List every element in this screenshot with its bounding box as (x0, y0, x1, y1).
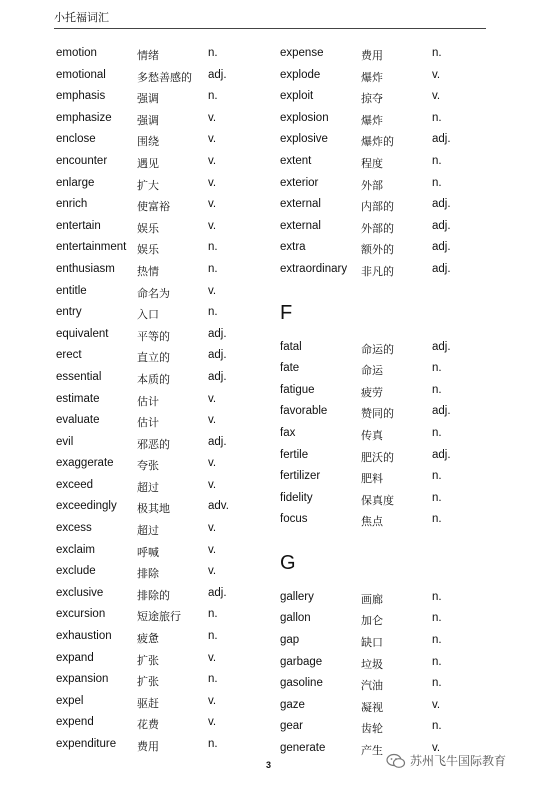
english-word: extraordinary (280, 262, 348, 275)
chinese-meaning: 肥沃的 (361, 450, 394, 464)
english-word: exclusive (56, 586, 104, 599)
chinese-meaning: 缺口 (361, 636, 383, 650)
chinese-meaning: 本质的 (137, 372, 170, 386)
page-number: 3 (266, 760, 272, 770)
vocab-entry (280, 510, 442, 532)
chinese-meaning: 产生 (361, 744, 383, 758)
part-of-speech: adj. (432, 133, 451, 146)
part-of-speech: adj. (432, 262, 451, 275)
part-of-speech: v. (208, 198, 217, 211)
part-of-speech: v. (432, 68, 441, 81)
part-of-speech: n. (432, 426, 442, 439)
english-word: erect (56, 349, 82, 362)
vocab-entry (280, 260, 451, 282)
part-of-speech: adj. (432, 219, 451, 232)
english-word: extra (280, 241, 306, 254)
english-word: explosive (280, 133, 328, 146)
chinese-meaning: 强调 (137, 113, 159, 127)
vocab-entry (280, 674, 442, 696)
english-word: gasoline (280, 677, 323, 690)
part-of-speech: adj. (432, 405, 451, 418)
chinese-meaning: 非凡的 (361, 264, 394, 278)
header-rule (54, 28, 486, 29)
part-of-speech: adj. (208, 327, 227, 340)
english-word: exhaustion (56, 630, 112, 643)
part-of-speech: n. (208, 47, 218, 59)
part-of-speech: adj. (208, 370, 227, 383)
part-of-speech: v. (208, 284, 217, 297)
part-of-speech: adj. (208, 435, 227, 448)
chinese-meaning: 内部的 (361, 200, 394, 214)
english-word: emphasize (56, 111, 112, 124)
chinese-meaning: 传真 (361, 428, 383, 442)
english-word: expense (280, 47, 324, 59)
chinese-meaning: 赞同的 (361, 407, 394, 421)
chinese-meaning: 焦点 (361, 515, 383, 529)
chinese-meaning: 扩大 (137, 178, 159, 192)
english-word: entitle (56, 284, 87, 297)
english-word: gallery (280, 590, 314, 603)
english-word: garbage (280, 655, 323, 668)
english-word: fatal (280, 340, 302, 353)
part-of-speech: adj. (432, 198, 451, 211)
part-of-speech: n. (208, 630, 218, 643)
chinese-meaning: 凝视 (361, 700, 383, 714)
english-word: entertainment (56, 241, 127, 254)
vocab-entry (280, 381, 442, 403)
chinese-meaning: 超过 (137, 524, 159, 538)
chinese-meaning: 驱赶 (137, 696, 159, 710)
vocab-entry (280, 130, 451, 152)
english-word: encounter (56, 154, 108, 167)
chinese-meaning: 围绕 (137, 135, 159, 149)
vocab-entry (280, 653, 442, 675)
section-heading-g: G (280, 551, 296, 574)
vocab-entry (280, 609, 442, 631)
english-word: focus (280, 513, 308, 526)
vocab-entry (280, 402, 451, 424)
part-of-speech: v. (208, 133, 217, 146)
chinese-meaning: 使富裕 (137, 200, 170, 214)
part-of-speech: v. (432, 698, 441, 711)
vocab-entry (280, 109, 442, 131)
english-word: explosion (280, 111, 329, 124)
chinese-meaning: 加仑 (361, 614, 383, 628)
part-of-speech: v. (208, 522, 217, 535)
english-word: fax (280, 426, 296, 439)
part-of-speech: v. (208, 414, 217, 427)
english-word: expenditure (56, 738, 117, 750)
vocab-entry (280, 588, 442, 610)
part-of-speech: n. (208, 241, 218, 254)
english-word: exterior (280, 176, 319, 189)
part-of-speech: n. (208, 262, 218, 275)
chinese-meaning: 夸张 (137, 459, 159, 473)
english-word: exaggerate (56, 457, 114, 470)
part-of-speech: n. (208, 306, 218, 319)
chinese-meaning: 肥料 (361, 472, 383, 486)
english-word: gap (280, 634, 300, 647)
chinese-meaning: 花费 (137, 718, 159, 732)
english-word: evaluate (56, 414, 100, 427)
part-of-speech: n. (432, 655, 442, 668)
part-of-speech: v. (208, 392, 217, 405)
english-word: entry (56, 306, 82, 319)
part-of-speech: v. (208, 694, 217, 707)
english-word: enlarge (56, 176, 95, 189)
chinese-meaning: 排除 (137, 567, 159, 581)
chinese-meaning: 估计 (137, 416, 159, 430)
part-of-speech: n. (432, 720, 442, 733)
chinese-meaning: 垃圾 (361, 657, 383, 671)
chinese-meaning: 疲劳 (361, 385, 383, 399)
chinese-meaning: 扩张 (137, 675, 159, 689)
part-of-speech: n. (432, 612, 442, 625)
part-of-speech: v. (208, 478, 217, 491)
part-of-speech: adv. (208, 500, 229, 513)
watermark (386, 752, 506, 769)
chinese-meaning: 费用 (137, 740, 159, 753)
chinese-meaning: 平等的 (137, 329, 170, 343)
part-of-speech: v. (208, 716, 217, 729)
part-of-speech: n. (208, 738, 218, 750)
chinese-meaning: 热情 (137, 264, 159, 278)
chinese-meaning: 极其地 (137, 502, 170, 516)
wechat-logo-icon (386, 753, 406, 769)
part-of-speech: n. (432, 677, 442, 690)
vocab-entry (280, 152, 442, 174)
english-word: entertain (56, 219, 101, 232)
english-word: external (280, 219, 321, 232)
english-word: expend (56, 716, 94, 729)
vocab-entry (280, 338, 451, 360)
vocab-entry (280, 44, 442, 66)
vocab-entry (280, 359, 442, 381)
right-column (280, 44, 451, 761)
vocab-entry (280, 489, 442, 511)
part-of-speech: n. (432, 362, 442, 375)
english-word: exceed (56, 478, 94, 491)
vocab-entry (280, 631, 442, 653)
vocab-entry (280, 739, 441, 761)
vocab-entry (280, 467, 442, 489)
part-of-speech: v. (432, 90, 441, 103)
part-of-speech: n. (208, 90, 218, 103)
english-word: emphasis (56, 90, 106, 103)
vocab-entry (280, 174, 442, 196)
running-header: 小托福词汇 (54, 12, 109, 24)
part-of-speech: v. (432, 742, 441, 755)
chinese-meaning: 外部的 (361, 221, 394, 235)
part-of-speech: adj. (208, 586, 227, 599)
vocab-entry (280, 238, 451, 260)
chinese-meaning: 娱乐 (137, 221, 159, 235)
vocab-entry (280, 696, 441, 718)
english-word: gallon (280, 612, 311, 625)
chinese-meaning: 爆炸 (361, 113, 383, 127)
part-of-speech: adj. (432, 340, 451, 353)
chinese-meaning: 爆炸的 (361, 135, 394, 149)
english-word: excursion (56, 608, 106, 621)
english-word: expel (56, 694, 84, 707)
part-of-speech: adj. (432, 241, 451, 254)
part-of-speech: adj. (432, 448, 451, 461)
english-word: emotion (56, 47, 97, 59)
chinese-meaning: 齿轮 (361, 722, 383, 736)
chinese-meaning: 汽油 (361, 679, 383, 693)
chinese-meaning: 短途旅行 (137, 610, 181, 624)
part-of-speech: n. (208, 608, 218, 621)
chinese-meaning: 爆炸 (361, 70, 383, 84)
chinese-meaning: 呼喊 (137, 545, 159, 559)
english-word: exploit (280, 90, 314, 103)
chinese-meaning: 保真度 (361, 493, 394, 507)
chinese-meaning: 额外的 (361, 243, 394, 257)
part-of-speech: v. (208, 457, 217, 470)
vocab-entry (280, 217, 451, 239)
chinese-meaning: 掠夺 (361, 92, 383, 106)
english-word: explode (280, 68, 321, 81)
part-of-speech: n. (432, 111, 442, 124)
part-of-speech: n. (432, 470, 442, 483)
part-of-speech: v. (208, 543, 217, 556)
chinese-meaning: 直立的 (137, 351, 170, 365)
chinese-meaning: 画廊 (361, 592, 383, 606)
part-of-speech: adj. (208, 349, 227, 362)
english-word: fertilizer (280, 470, 321, 483)
english-word: expand (56, 651, 94, 664)
english-word: favorable (280, 405, 328, 418)
english-word: external (280, 198, 321, 211)
vocab-entry (280, 87, 441, 109)
part-of-speech: n. (432, 47, 442, 59)
chinese-meaning: 情绪 (137, 49, 159, 62)
english-word: equivalent (56, 327, 109, 340)
part-of-speech: adj. (208, 68, 227, 81)
chinese-meaning: 程度 (361, 156, 383, 170)
chinese-meaning: 遇见 (137, 156, 159, 170)
part-of-speech: v. (208, 219, 217, 232)
english-word: exclaim (56, 543, 95, 556)
part-of-speech: v. (208, 111, 217, 124)
section-f-list (280, 338, 451, 532)
watermark-text: 苏州飞牛国际教育 (410, 754, 507, 768)
part-of-speech: n. (432, 176, 442, 189)
english-word: fidelity (280, 491, 313, 504)
english-word: gear (280, 720, 304, 733)
chinese-meaning: 强调 (137, 92, 159, 106)
english-word: estimate (56, 392, 100, 405)
chinese-meaning: 估计 (137, 394, 159, 408)
chinese-meaning: 扩张 (137, 653, 159, 667)
chinese-meaning: 命名为 (137, 286, 170, 300)
chinese-meaning: 超过 (137, 480, 159, 494)
chinese-meaning: 娱乐 (137, 243, 159, 257)
section-e-list (280, 44, 451, 282)
english-word: enclose (56, 133, 96, 146)
english-word: fate (280, 362, 300, 375)
vocab-entry (280, 446, 451, 468)
english-word: enrich (56, 198, 88, 211)
vocab-entry (280, 66, 441, 88)
part-of-speech: v. (208, 154, 217, 167)
chinese-meaning: 邪恶的 (137, 437, 170, 451)
part-of-speech: n. (432, 154, 442, 167)
chinese-meaning: 入口 (137, 308, 159, 322)
english-word: enthusiasm (56, 262, 115, 275)
chinese-meaning: 排除的 (137, 588, 170, 602)
section-g-list (280, 588, 442, 761)
english-word: extent (280, 154, 312, 167)
chinese-meaning: 疲惫 (137, 632, 159, 646)
chinese-meaning: 命运 (361, 364, 383, 378)
part-of-speech: n. (432, 634, 442, 647)
part-of-speech: n. (432, 590, 442, 603)
english-word: emotional (56, 68, 106, 81)
english-word: exclude (56, 565, 96, 578)
chinese-meaning: 费用 (361, 49, 383, 62)
english-word: generate (280, 742, 326, 755)
english-word: excess (56, 522, 92, 535)
english-word: exceedingly (56, 500, 117, 513)
chinese-meaning: 多愁善感的 (137, 70, 192, 84)
english-word: essential (56, 370, 102, 383)
vocab-entry (280, 195, 451, 217)
part-of-speech: v. (208, 651, 217, 664)
chinese-meaning: 外部 (361, 178, 383, 192)
vocab-entry (280, 717, 442, 739)
vocab-entry (280, 424, 442, 446)
english-word: fertile (280, 448, 309, 461)
part-of-speech: n. (432, 513, 442, 526)
english-word: gaze (280, 698, 305, 711)
english-word: fatigue (280, 383, 315, 396)
section-heading-f: F (280, 301, 293, 324)
part-of-speech: n. (208, 673, 218, 686)
part-of-speech: v. (208, 176, 217, 189)
english-word: expansion (56, 673, 109, 686)
english-word: evil (56, 435, 74, 448)
part-of-speech: v. (208, 565, 217, 578)
part-of-speech: n. (432, 491, 442, 504)
part-of-speech: n. (432, 383, 442, 396)
chinese-meaning: 命运的 (361, 342, 394, 356)
